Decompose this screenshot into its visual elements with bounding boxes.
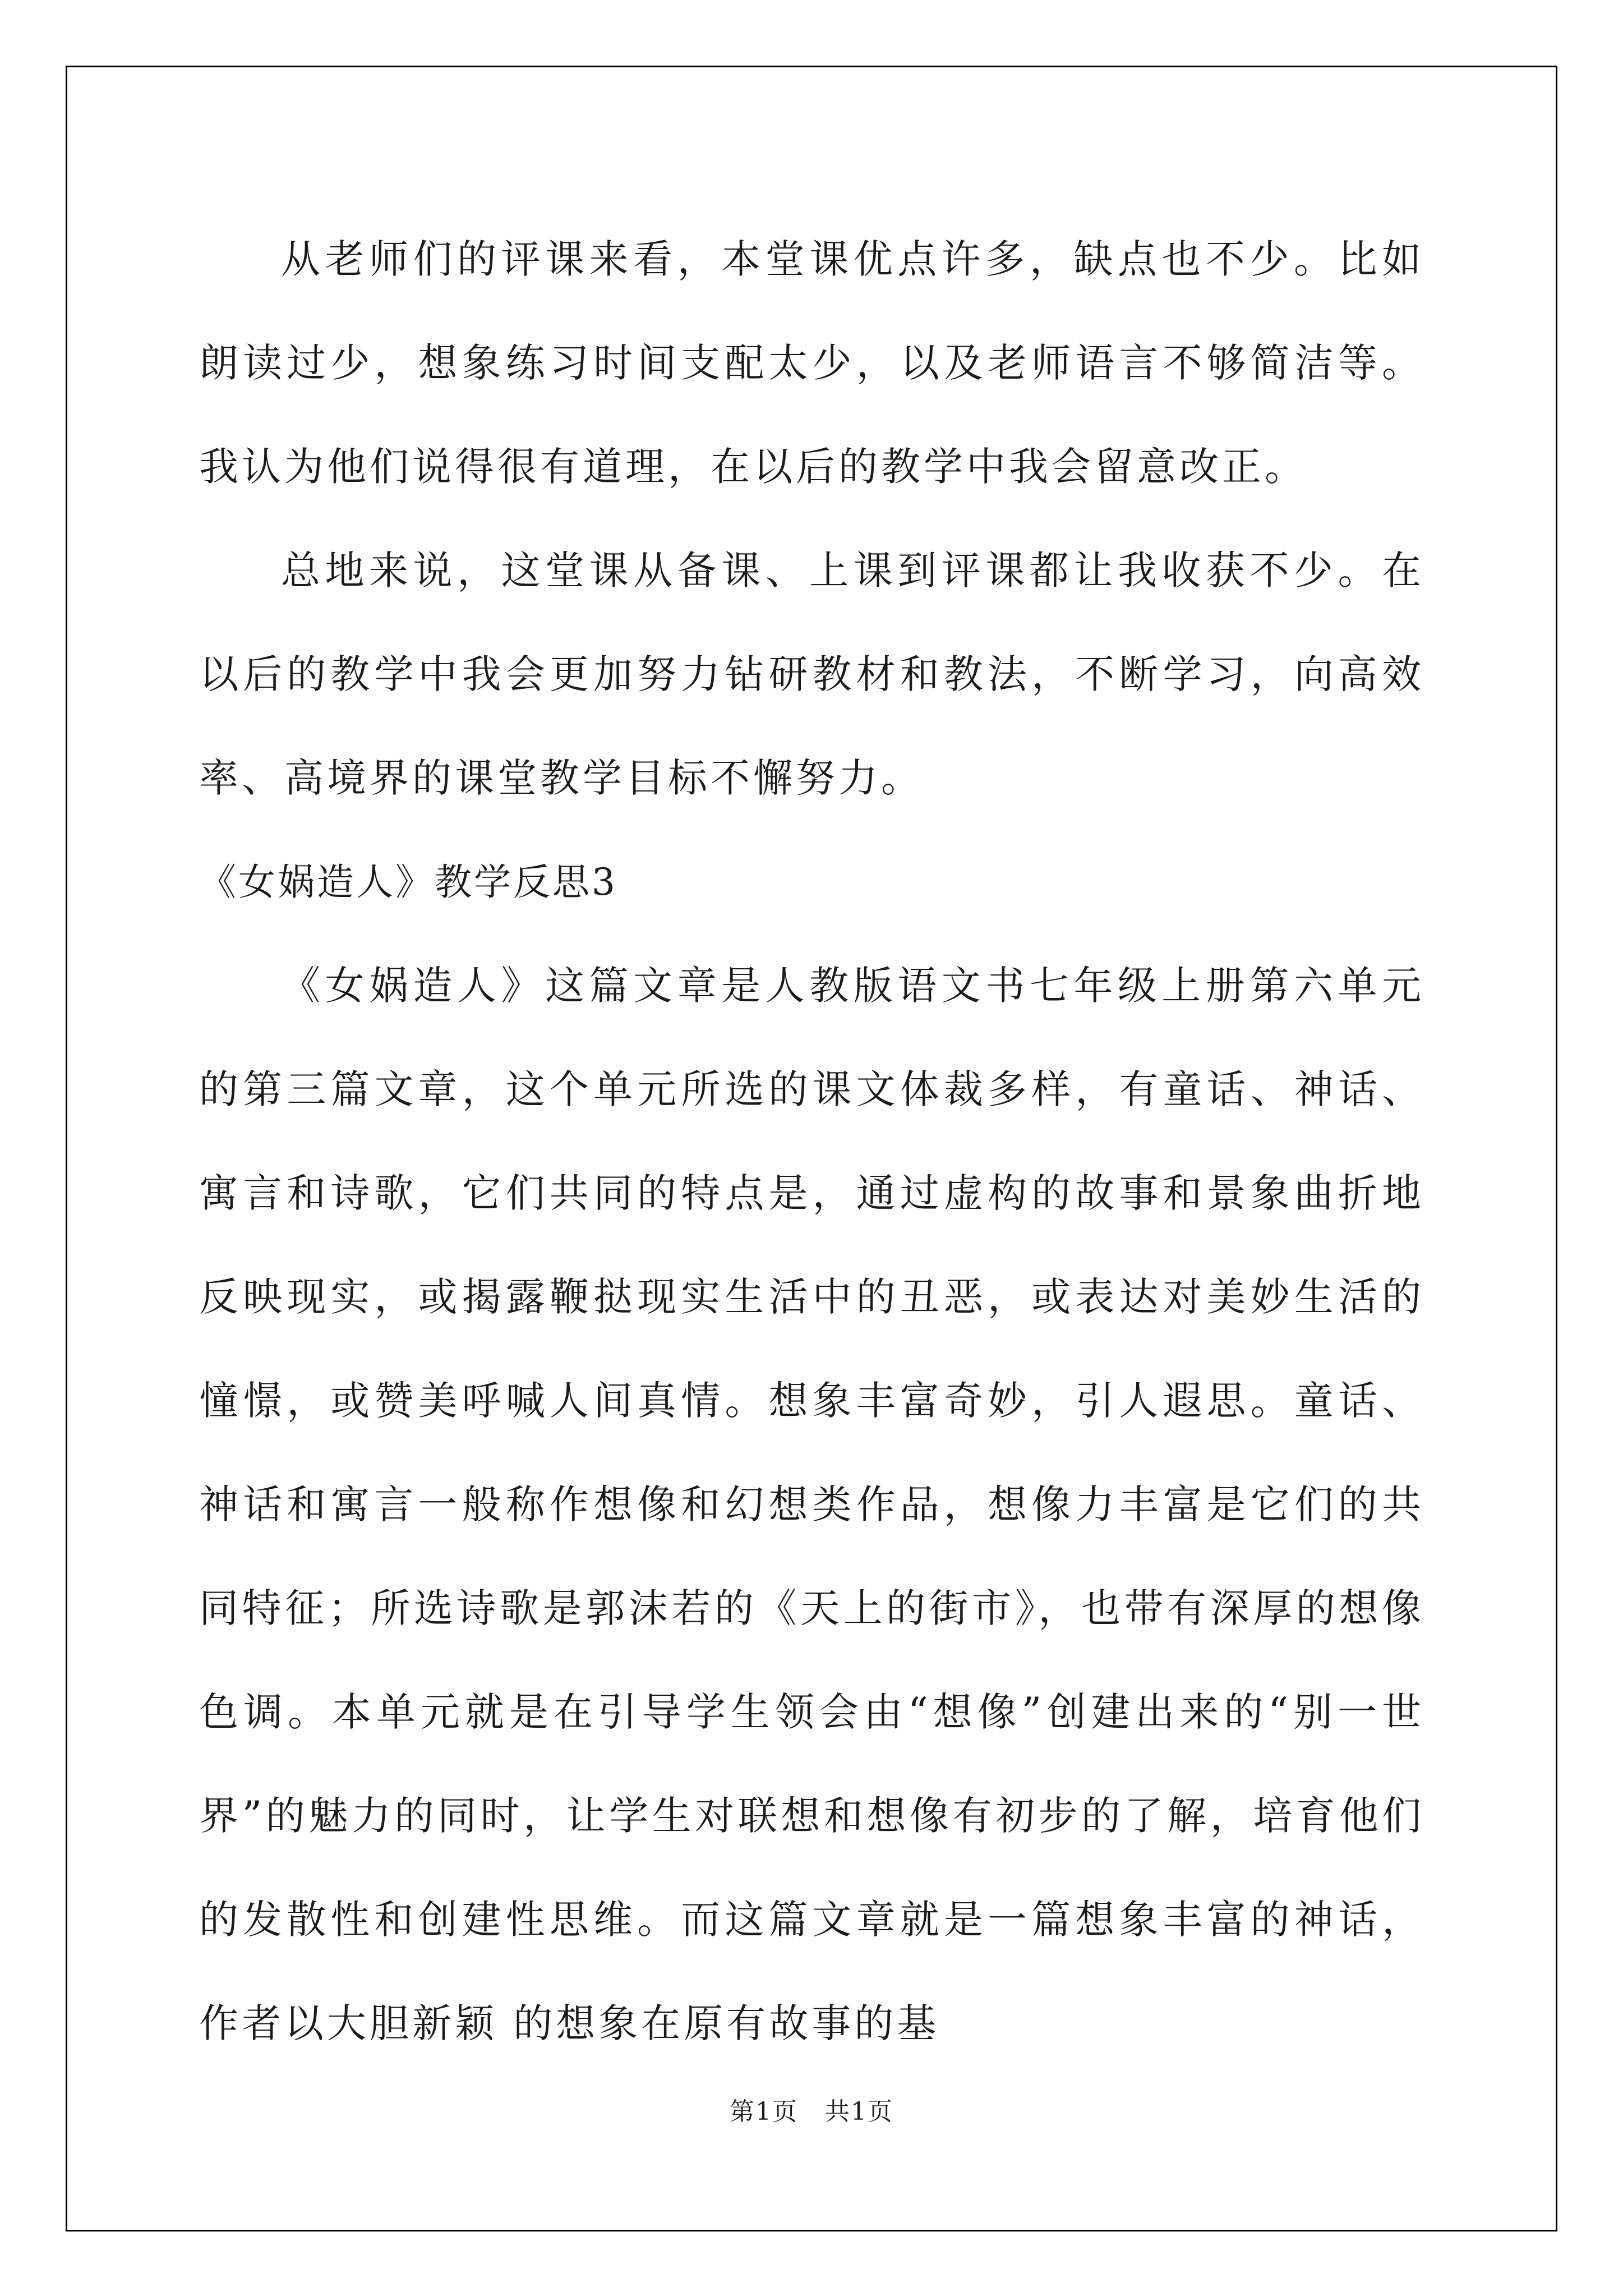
paragraph-evaluation: 从老师们的评课来看，本堂课优点许多，缺点也不少。比如朗读过少，想象练习时间支配太少，以及老师语言不够简洁等。我认为他们说得很有道理，在以后的教学中我会留意改正。 bbox=[199, 236, 1424, 490]
document-body bbox=[199, 208, 1424, 2076]
page-footer: 第1页 共1页 bbox=[730, 2097, 893, 2126]
paragraph-summary: 总地来说，这堂课从备课、上课到评课都让我收获不少。在以后的教学中我会更加努力钻研教材和教法，不断学习，向高效率、高境界的课堂教学目标不懈努力。 bbox=[199, 547, 1424, 801]
paragraph-section-body: 《女娲造人》这篇文章是人教版语文书七年级上册第六单元的第三篇文章，这个单元所选的课文体裁多样，有童话、神话、寓言和诗歌，它们共同的特点是，通过虚构的故事和景象曲折地反映现实，或揭露鞭挞现实生活中的丑恶，或表达对美妙生活的憧憬，或赞美呼喊人间真情。想象丰富奇妙，引人遐思。童话、神话和寓言一般称作想像和幻想类作品，想像力丰富是它们的共同特征；所选诗歌是郭沫若的《天上的街市》，也带有深厚的想像色调。本单元就是在引导学生领会由“想像”创建出来的“别一世界”的魅力的同时，让学生对联想和想像有初步的了解，培育他们的发散性和创建性思维。而这篇文章就是一篇想象丰富的神话，作者以大胆新颖 的想象在原有故事的基 bbox=[199, 963, 1424, 2046]
section-heading: 《女娲造人》教学反思3 bbox=[199, 861, 617, 904]
